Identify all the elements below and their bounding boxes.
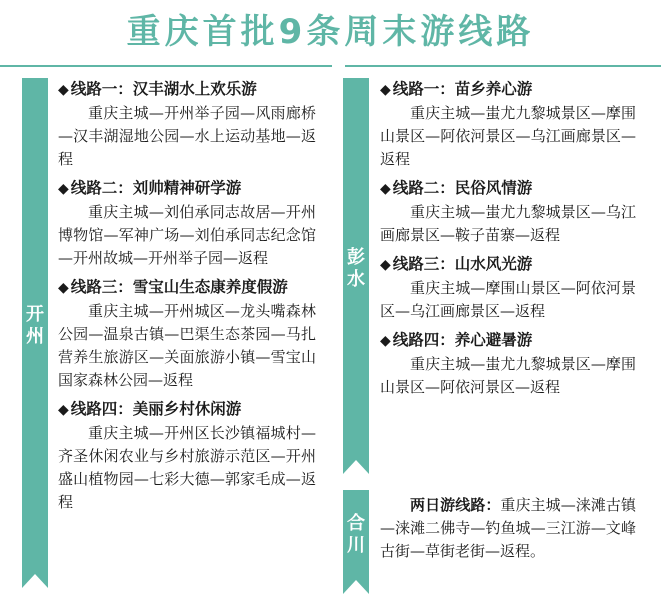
diamond-bullet-icon: ◆ xyxy=(380,181,391,197)
route-desc: 重庆主城—开州举子园—风雨廊桥—汉丰湖湿地公园—水上运动基地—返程 xyxy=(58,104,316,168)
route-name: 线路四：美丽乡村休闲游 xyxy=(70,400,242,418)
diamond-bullet-icon: ◆ xyxy=(58,181,69,197)
route-desc: 重庆主城—蚩尤九黎城景区—摩围山景区—阿依河景区—乌江画廊景区—返程 xyxy=(380,104,636,168)
diamond-bullet-icon: ◆ xyxy=(58,402,69,418)
kaizhou-label-char: 开 xyxy=(26,304,44,325)
route-card xyxy=(380,78,636,171)
diamond-bullet-icon: ◆ xyxy=(58,280,69,296)
route-card xyxy=(58,398,316,514)
diamond-bullet-icon: ◆ xyxy=(380,257,391,273)
route-name: 线路二：民俗风情游 xyxy=(392,179,533,197)
route-name: 线路三：山水风光游 xyxy=(392,255,533,273)
route-card xyxy=(58,177,316,270)
two-day-route-label: 两日游线路： xyxy=(410,496,501,514)
route-name: 线路一：苗乡养心游 xyxy=(392,80,533,98)
pengshui-label-char: 彭 xyxy=(347,247,365,268)
route-card xyxy=(380,253,636,323)
route-card xyxy=(380,329,636,399)
route-name: 线路二：刘帅精神研学游 xyxy=(70,179,242,197)
route-desc: 重庆主城—刘伯承同志故居—开州博物馆—军神广场—刘伯承同志纪念馆—开州故城—开州举子园—返程 xyxy=(58,203,316,267)
pengshui-routes xyxy=(380,78,636,405)
route-desc: 重庆主城—摩围山景区—阿依河景区—乌江画廊景区—返程 xyxy=(380,279,636,320)
route-desc: 重庆主城—开州区长沙镇福城村—齐圣休闲农业与乡村旅游示范区—开州盛山植物园—七彩大德—郭家毛成—返程 xyxy=(58,424,316,511)
pengshui-ribbon xyxy=(343,78,369,460)
route-name: 线路四：养心避暑游 xyxy=(392,331,533,349)
hechuan-ribbon xyxy=(343,490,369,580)
route-desc: 重庆主城—开州城区—龙头嘴森林公园—温泉古镇—巴渠生态茶园—马扎营养生旅游区—关面旅游小镇—雪宝山国家森林公园—返程 xyxy=(58,302,316,389)
route-desc: 重庆主城—蚩尤九黎城景区—摩围山景区—阿依河景区—返程 xyxy=(380,355,636,396)
diamond-bullet-icon: ◆ xyxy=(58,82,69,98)
route-card xyxy=(58,276,316,392)
route-desc: 重庆主城—涞滩古镇—涞滩二佛寺—钓鱼城—三江游—文峰古街—草街老街—返程。 xyxy=(380,496,636,560)
diamond-bullet-icon: ◆ xyxy=(380,333,391,349)
page-title: 重庆首批9条周末游线路 xyxy=(126,12,535,52)
pengshui-label-char: 水 xyxy=(347,269,365,290)
title-underline-left xyxy=(0,65,332,67)
hechuan-label-char: 川 xyxy=(347,535,365,556)
hechuan-route xyxy=(380,494,636,563)
kaizhou-routes xyxy=(58,78,316,520)
kaizhou-label-char: 州 xyxy=(26,326,44,347)
diamond-bullet-icon: ◆ xyxy=(380,82,391,98)
route-card xyxy=(58,78,316,171)
route-name: 线路三：雪宝山生态康养度假游 xyxy=(70,278,288,296)
kaizhou-ribbon xyxy=(22,78,48,574)
route-desc: 重庆主城—蚩尤九黎城景区—乌江画廊景区—鞍子苗寨—返程 xyxy=(380,203,636,244)
hechuan-label-char: 合 xyxy=(347,513,365,534)
title-underline-right xyxy=(345,65,661,67)
route-card xyxy=(380,177,636,247)
route-name: 线路一：汉丰湖水上欢乐游 xyxy=(70,80,257,98)
